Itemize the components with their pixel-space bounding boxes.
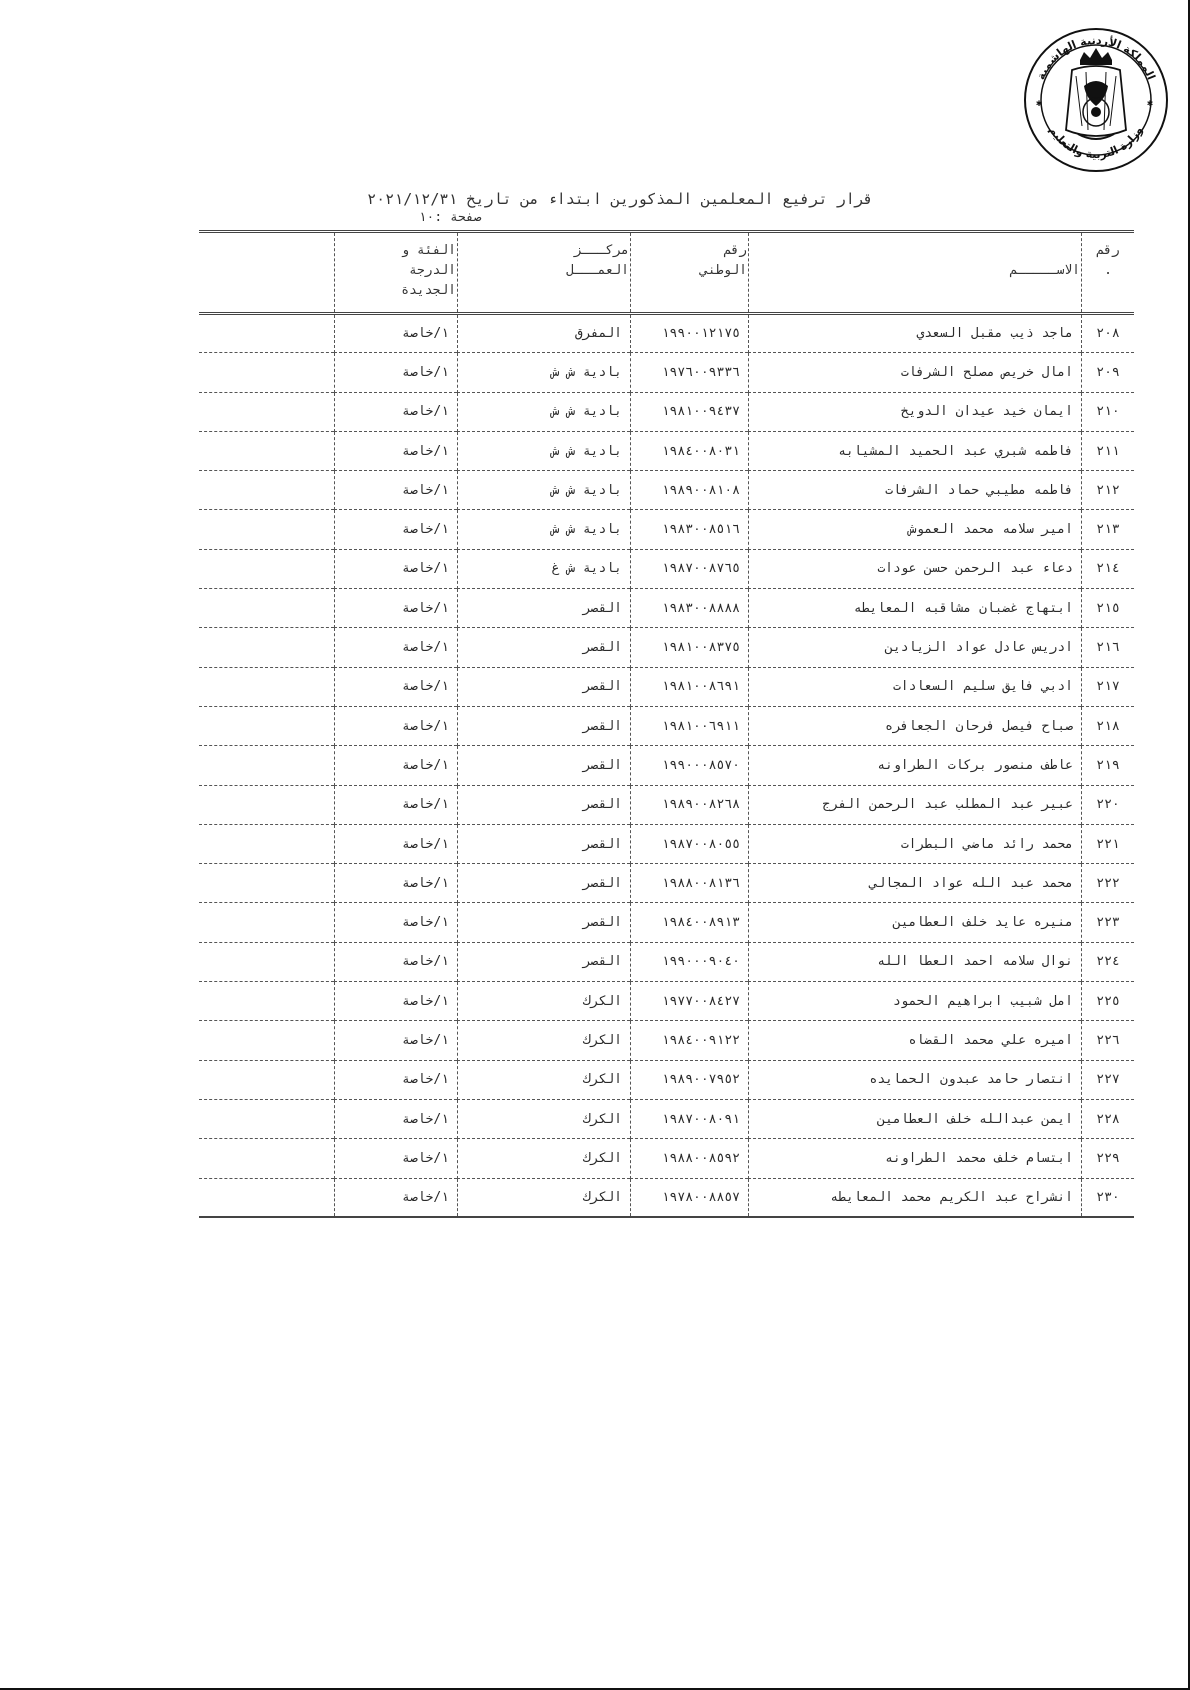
cell-new-grade: ١/خاصة [335, 942, 458, 981]
cell-seq: ٢٢٥ [1082, 982, 1135, 1021]
header-new-grade [335, 232, 458, 314]
cell-name: ايمان خيد عيدان الدويخ [749, 392, 1082, 431]
header-work-center [458, 232, 631, 314]
cell-national-id: ١٩٩٠٠١٢١٧٥ [631, 314, 749, 353]
cell-blank [199, 1099, 335, 1138]
cell-seq: ٢١٥ [1082, 589, 1135, 628]
cell-name: محمد رائد ماضي البطرات [749, 824, 1082, 863]
cell-new-grade: ١/خاصة [335, 746, 458, 785]
cell-new-grade: ١/خاصة [335, 864, 458, 903]
cell-work-center: القصر [458, 824, 631, 863]
cell-blank [199, 431, 335, 470]
cell-new-grade: ١/خاصة [335, 903, 458, 942]
cell-national-id: ١٩٨٨٠٠٨٥٩٢ [631, 1139, 749, 1178]
table-header-row [199, 232, 1134, 314]
header-name [749, 232, 1082, 314]
header-national-id-line-1: رقم [723, 243, 747, 258]
cell-blank [199, 785, 335, 824]
cell-blank [199, 628, 335, 667]
cell-blank [199, 1178, 335, 1217]
cell-new-grade: ١/خاصة [335, 471, 458, 510]
cell-seq: ٢٢٧ [1082, 1060, 1135, 1099]
cell-work-center: القصر [458, 628, 631, 667]
cell-seq: ٢١٨ [1082, 706, 1135, 745]
table-row [199, 1178, 1134, 1217]
cell-national-id: ١٩٨٧٠٠٨٠٩١ [631, 1099, 749, 1138]
cell-national-id: ١٩٨١٠٠٩٤٣٧ [631, 392, 749, 431]
table-row [199, 431, 1134, 470]
cell-blank [199, 549, 335, 588]
cell-work-center: الكرك [458, 1099, 631, 1138]
cell-national-id: ١٩٨١٠٠٦٩١١ [631, 706, 749, 745]
cell-name: ايمن عبدالله خلف العطامين [749, 1099, 1082, 1138]
cell-new-grade: ١/خاصة [335, 1021, 458, 1060]
cell-seq: ٢١٧ [1082, 667, 1135, 706]
cell-name: منيره عايد خلف العطامين [749, 903, 1082, 942]
cell-name: فاطمه شبري عبد الحميد المشيابه [749, 431, 1082, 470]
cell-work-center: القصر [458, 746, 631, 785]
cell-national-id: ١٩٨٤٠٠٩١٢٢ [631, 1021, 749, 1060]
header-blank [199, 232, 335, 314]
table-row [199, 314, 1134, 353]
cell-blank [199, 1139, 335, 1178]
cell-work-center: الكرك [458, 1021, 631, 1060]
cell-new-grade: ١/خاصة [335, 353, 458, 392]
header-seq [1082, 232, 1135, 314]
cell-new-grade: ١/خاصة [335, 1139, 458, 1178]
cell-work-center: القصر [458, 667, 631, 706]
table-row [199, 471, 1134, 510]
cell-national-id: ١٩٨٣٠٠٨٥١٦ [631, 510, 749, 549]
teachers-table [199, 230, 1134, 1218]
cell-new-grade: ١/خاصة [335, 1099, 458, 1138]
table-row [199, 510, 1134, 549]
cell-work-center: القصر [458, 589, 631, 628]
cell-new-grade: ١/خاصة [335, 392, 458, 431]
header-new-grade-line-2: الدرجة [409, 263, 456, 278]
cell-seq: ٢٠٨ [1082, 314, 1135, 353]
cell-name: صباح فيصل فرحان الجعافره [749, 706, 1082, 745]
table-row [199, 1139, 1134, 1178]
table-row [199, 864, 1134, 903]
cell-name: ادبي فايق سليم السعادات [749, 667, 1082, 706]
table-row [199, 1060, 1134, 1099]
cell-new-grade: ١/خاصة [335, 824, 458, 863]
cell-name: عبير عبد المطلب عبد الرحمن الفرج [749, 785, 1082, 824]
cell-national-id: ١٩٧٧٠٠٨٤٢٧ [631, 982, 749, 1021]
header-new-grade-line-1: الفئة و [401, 243, 456, 258]
cell-national-id: ١٩٨٣٠٠٨٨٨٨ [631, 589, 749, 628]
cell-name: ادريس عادل عواد الزيادين [749, 628, 1082, 667]
cell-new-grade: ١/خاصة [335, 667, 458, 706]
cell-blank [199, 1060, 335, 1099]
cell-national-id: ١٩٧٦٠٠٩٣٣٦ [631, 353, 749, 392]
cell-name: انتصار حامد عبدون الحمايده [749, 1060, 1082, 1099]
cell-new-grade: ١/خاصة [335, 628, 458, 667]
cell-blank [199, 667, 335, 706]
cell-work-center: الكرك [458, 982, 631, 1021]
cell-blank [199, 746, 335, 785]
cell-new-grade: ١/خاصة [335, 431, 458, 470]
cell-national-id: ١٩٨٩٠٠٧٩٥٢ [631, 1060, 749, 1099]
cell-work-center: الكرك [458, 1060, 631, 1099]
cell-seq: ٢٢٩ [1082, 1139, 1135, 1178]
svg-text:✱: ✱ [1036, 98, 1043, 109]
table-row [199, 746, 1134, 785]
cell-new-grade: ١/خاصة [335, 549, 458, 588]
cell-seq: ٢٠٩ [1082, 353, 1135, 392]
table-row [199, 982, 1134, 1021]
cell-name: دعاء عبد الرحمن حسن عودات [749, 549, 1082, 588]
cell-national-id: ١٩٨٧٠٠٨٠٥٥ [631, 824, 749, 863]
cell-national-id: ١٩٩٠٠٠٩٠٤٠ [631, 942, 749, 981]
table-row [199, 903, 1134, 942]
cell-national-id: ١٩٨٩٠٠٨١٠٨ [631, 471, 749, 510]
cell-blank [199, 903, 335, 942]
table-row [199, 706, 1134, 745]
svg-text:✱: ✱ [1147, 98, 1154, 109]
table-row [199, 667, 1134, 706]
cell-seq: ٢٣٠ [1082, 1178, 1135, 1217]
cell-blank [199, 314, 335, 353]
cell-name: محمد عبد الله عواد المجالي [749, 864, 1082, 903]
cell-name: ابتسام خلف محمد الطراونه [749, 1139, 1082, 1178]
cell-national-id: ١٩٨١٠٠٨٣٧٥ [631, 628, 749, 667]
table-row [199, 785, 1134, 824]
cell-seq: ٢١٦ [1082, 628, 1135, 667]
cell-seq: ٢١٠ [1082, 392, 1135, 431]
cell-name: فاطمه مطيبي حماد الشرفات [749, 471, 1082, 510]
cell-seq: ٢٢١ [1082, 824, 1135, 863]
cell-blank [199, 353, 335, 392]
seal-text-upper: المملكة الأردنية الهاشمية [1034, 33, 1158, 82]
cell-new-grade: ١/خاصة [335, 510, 458, 549]
cell-new-grade: ١/خاصة [335, 785, 458, 824]
page-number-label: صفحة :١٠ [418, 210, 482, 225]
table-row [199, 589, 1134, 628]
cell-national-id: ١٩٨١٠٠٨٦٩١ [631, 667, 749, 706]
cell-name: اميره علي محمد القضاه [749, 1021, 1082, 1060]
cell-name: ابتهاج غضبان مشاقبه المعايطه [749, 589, 1082, 628]
cell-name: نوال سلامه احمد العطا الله [749, 942, 1082, 981]
cell-national-id: ١٩٧٨٠٠٨٨٥٧ [631, 1178, 749, 1217]
ministry-seal-icon [1022, 26, 1170, 174]
cell-work-center: الكرك [458, 1178, 631, 1217]
cell-seq: ٢٢٣ [1082, 903, 1135, 942]
cell-seq: ٢١٤ [1082, 549, 1135, 588]
cell-new-grade: ١/خاصة [335, 1060, 458, 1099]
cell-blank [199, 706, 335, 745]
cell-new-grade: ١/خاصة [335, 314, 458, 353]
cell-seq: ٢٢٤ [1082, 942, 1135, 981]
cell-work-center: القصر [458, 706, 631, 745]
cell-seq: ٢٢٦ [1082, 1021, 1135, 1060]
table-row [199, 353, 1134, 392]
table-row [199, 824, 1134, 863]
header-new-grade-line-3: الجديدة [401, 283, 456, 298]
cell-new-grade: ١/خاصة [335, 1178, 458, 1217]
header-national-id-line-2: الوطني [700, 263, 747, 278]
cell-new-grade: ١/خاصة [335, 589, 458, 628]
cell-blank [199, 982, 335, 1021]
cell-work-center: بادية ش ش [458, 353, 631, 392]
cell-seq: ٢١٣ [1082, 510, 1135, 549]
cell-work-center: الكرك [458, 1139, 631, 1178]
seal-text-lower: وزارة التربية والتعليم [1046, 124, 1146, 162]
cell-seq: ٢٢٨ [1082, 1099, 1135, 1138]
cell-work-center: القصر [458, 864, 631, 903]
cell-national-id: ١٩٨٤٠٠٨٠٣١ [631, 431, 749, 470]
cell-work-center: بادية ش ش [458, 431, 631, 470]
cell-seq: ٢١١ [1082, 431, 1135, 470]
cell-work-center: بادية ش غ [458, 549, 631, 588]
table-row [199, 628, 1134, 667]
cell-blank [199, 589, 335, 628]
cell-seq: ٢١٢ [1082, 471, 1135, 510]
cell-new-grade: ١/خاصة [335, 982, 458, 1021]
cell-work-center: القصر [458, 785, 631, 824]
cell-blank [199, 942, 335, 981]
cell-seq: ٢٢٠ [1082, 785, 1135, 824]
cell-seq: ٢٢٢ [1082, 864, 1135, 903]
table-row [199, 1099, 1134, 1138]
cell-name: انشراح عبد الكريم محمد المعايطه [749, 1178, 1082, 1217]
cell-work-center: القصر [458, 942, 631, 981]
header-seq-line-2: . [1104, 263, 1112, 278]
cell-name: امير سلامه محمد العموش [749, 510, 1082, 549]
cell-name: ماجد ذيب مقبل السعدي [749, 314, 1082, 353]
cell-blank [199, 1021, 335, 1060]
teachers-table-container [216, 230, 1134, 1218]
table-row [199, 942, 1134, 981]
cell-national-id: ١٩٩٠٠٠٨٥٧٠ [631, 746, 749, 785]
cell-seq: ٢١٩ [1082, 746, 1135, 785]
table-row [199, 549, 1134, 588]
header-national-id [631, 232, 749, 314]
table-row [199, 392, 1134, 431]
cell-blank [199, 392, 335, 431]
cell-name: امال خريص مصلح الشرفات [749, 353, 1082, 392]
cell-national-id: ١٩٨٨٠٠٨١٣٦ [631, 864, 749, 903]
header-work-center-line-2: العمـــل [566, 263, 629, 278]
cell-work-center: بادية ش ش [458, 392, 631, 431]
cell-work-center: القصر [458, 903, 631, 942]
cell-blank [199, 864, 335, 903]
document-title: قرار ترفيع المعلمين المذكورين ابتداء من تاريخ ٢٠٢١/١٢/٣١ [367, 190, 873, 208]
table-row [199, 1021, 1134, 1060]
header-seq-line-1: رقم [1096, 243, 1120, 258]
cell-national-id: ١٩٨٧٠٠٨٧٦٥ [631, 549, 749, 588]
svg-text:وزارة التربية والتعليم [1047, 124, 1146, 161]
cell-national-id: ١٩٨٤٠٠٨٩١٣ [631, 903, 749, 942]
header-name-line-1: الاســـــم [1009, 263, 1080, 278]
cell-name: عاطف منصور بركات الطراونه [749, 746, 1082, 785]
cell-blank [199, 824, 335, 863]
cell-blank [199, 471, 335, 510]
cell-work-center: بادية ش ش [458, 510, 631, 549]
cell-national-id: ١٩٨٩٠٠٨٢٦٨ [631, 785, 749, 824]
cell-work-center: المفرق [458, 314, 631, 353]
cell-name: امل شبيب ابراهيم الحمود [749, 982, 1082, 1021]
header-work-center-line-1: مركـــز [574, 243, 629, 258]
cell-blank [199, 510, 335, 549]
cell-new-grade: ١/خاصة [335, 706, 458, 745]
cell-work-center: بادية ش ش [458, 471, 631, 510]
